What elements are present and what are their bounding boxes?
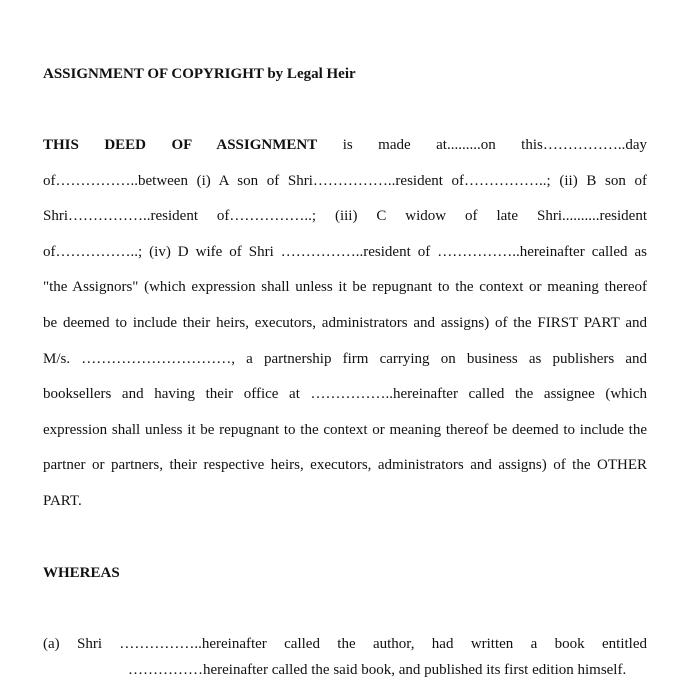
- clause-a-line-2: ……………hereinafter called the said book, and published its first edition himself.: [128, 661, 627, 678]
- paragraph-line-9: expression shall unless it be repugnant to the context or meaning thereof be deemed to include the: [43, 421, 647, 438]
- paragraph-line-2: of……………..between (i) A son of Shri……………..resident of……………..; (ii) B son of: [43, 172, 647, 189]
- clause-a: [43, 634, 647, 695]
- paragraph-line-10: partner or partners, their respective heirs, executors, administrators and assigns) of the OTHER: [43, 457, 647, 474]
- whereas-heading: WHEREAS: [43, 565, 120, 581]
- paragraph-line-7: M/s. …………………………, a partnership firm carrying on business as publishers and: [43, 350, 647, 367]
- paragraph-line-1: [43, 135, 647, 171]
- document-title: ASSIGNMENT OF COPYRIGHT by Legal Heir: [43, 66, 356, 82]
- paragraph-line-11: PART.: [43, 492, 82, 509]
- paragraph-line-5: "the Assignors" (which expression shall unless it be repugnant to the context or meaning thereof: [43, 279, 647, 296]
- clause-a-line-1: (a) Shri ……………..hereinafter called the author, had written a book entitled: [43, 636, 647, 652]
- deed-paragraph: [43, 135, 647, 527]
- paragraph-line-8: booksellers and having their office at ……………..hereinafter called the assignee (which: [43, 386, 647, 403]
- paragraph-line-6: be deemed to include their heirs, executors, administrators and assigns) of the FIRST PART and: [43, 314, 647, 331]
- paragraph-line-3: Shri……………..resident of……………..; (iii) C widow of late Shri..........resident: [43, 208, 647, 225]
- paragraph-line-1-rest: is made at.........on this……………..day: [317, 137, 647, 153]
- deed-lead-bold: THIS DEED OF ASSIGNMENT: [43, 137, 318, 153]
- paragraph-line-4: of……………..; (iv) D wife of Shri ……………..resident of ……………..hereinafter called as: [43, 243, 647, 260]
